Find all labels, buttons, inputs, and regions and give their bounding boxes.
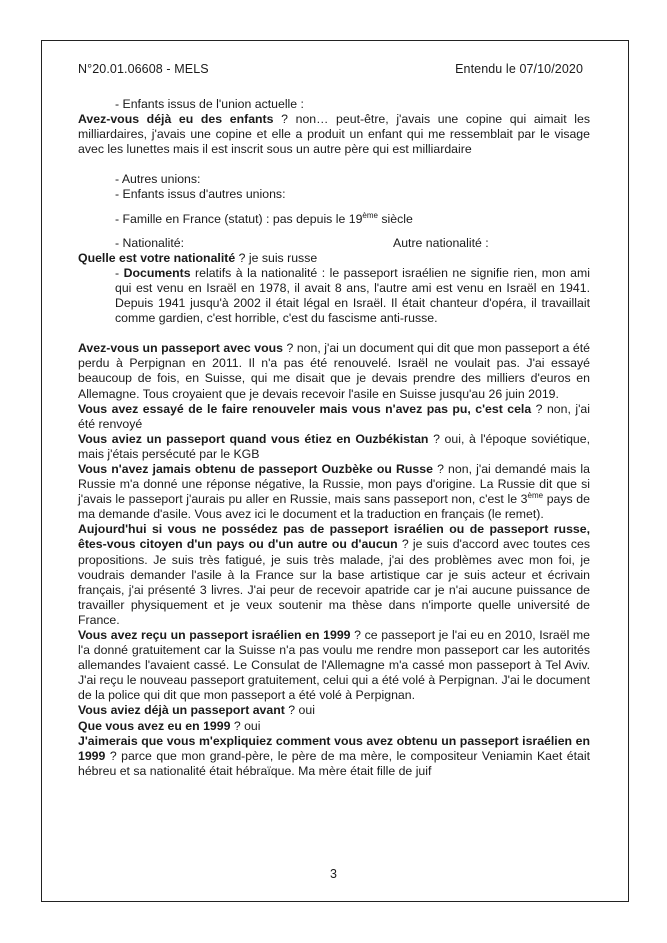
transcript-line (78, 719, 590, 734)
answer: ? je suis russe (235, 250, 318, 265)
transcript-body (78, 97, 590, 779)
transcript-line (78, 522, 590, 628)
answer: ? parce que mon grand-père, le père de ma mère, le compositeur Veniamin Kaet était hébreu et sa nationalité était hébraïque. Ma mère était fille de juif (78, 748, 590, 778)
question: Vous n'avez jamais obtenu de passeport Ouzbèke ou Russe (78, 461, 433, 476)
transcript-line: Vous n'avez jamais obtenu de passeport Ouzbèke ou Russe ? non, j'ai demandé mais la Russie m'a donné une réponse négative, la Russie, mon pays d'origine. La Russie dit que si j'avais le passeport j'aurais pu aller en Russie, mais sans passeport non, c'est le 3ème pays de ma demande d'asile. Vous avez ici le document et la traduction en français (le remet). (78, 461, 591, 522)
question: J'aimerais que vous m'expliquiez comment vous avez obtenu un passeport israélien en 1999 (78, 733, 590, 763)
transcript-line: - Enfants issus d'autres unions: (115, 187, 286, 202)
question: Que vous avez eu en 1999 (78, 718, 231, 733)
transcript-line (78, 251, 590, 266)
case-reference: N°20.01.06608 - MELS (78, 62, 209, 76)
question: Vous avez essayé de le faire renouveler mais vous n'avez pas pu, c'est cela (78, 401, 532, 416)
transcript-line: - Famille en France (statut) : pas depuis le 19ème siècle (115, 210, 413, 226)
answer: ? ce passeport je l'ai eu en 2010, Israël me l'a donné gratuitement car la Suisse n'a pas voulu me rendre mon passeport car les autorités allemandes l'avaient cassé. Le Consulat de l'Allemagne m'a cassé mon passeport à Tel Aviv. J'ai reçu le nouveau passeport gratuitement, celui qui a été volé à Perpignan. J'ai le document de la police qui dit que mon passeport a été volé à Perpignan. (78, 628, 591, 703)
transcript-line: - Documents relatifs à la nationalité : le passeport israélien ne signifie rien, mon ami qui est venu en Israël en 1978, il avait 8 ans, l'autre ami est venu en Israël en 1941. Depuis 1941 jusqu'à 2002 il était légal en Israël. Il était chanteur d'opéra, il travaillait comme gardien, c'est horrible, c'est du fascisme anti-russe. (115, 265, 590, 326)
transcript-line (78, 402, 590, 432)
answer: ? non, j'ai demandé mais la Russie m'a donné une réponse négative, la Russie, mon pays d'origine. La Russie dit que si j'avais le passeport j'aurais pu aller en Russie, mais sans passeport non, c'est le 3 (78, 461, 591, 507)
answer: ? je suis d'accord avec toutes ces propositions. Je suis très fatigué, je suis très malade, j'ai des problèmes avec mon foi, je voudrais demander l'asile à la France sur la base artistique car je suis acteur et écrivain français, j'ai présenté 3 livres. J'ai peur de recevoir apatride car je n'ai aucune puissance de travailler physiquement et je veux soutenir ma thèse dans n'importe quelle université de France. (78, 537, 590, 627)
question: Aujourd'hui si vous ne possédez pas de passeport israélien ou de passeport russe, êtes-vous citoyen d'un pays ou d'un autre ou d'aucun (78, 522, 590, 552)
answer: ? non, j'ai un document qui dit que mon passeport a été perdu à Perpignan en 2011. Il n'a pas été renouvelé. Israël ne voulait pas. J'ai essayé beaucoup de fois, en Suisse, qui me disait que je devais prendre des milliers d'euros en Allemagne. Tous croyaient que je devais recevoir l'asile en Suisse jusqu'au 26 juin 2019. (78, 341, 590, 401)
question: Vous aviez un passeport quand vous étiez en Ouzbékistan (78, 431, 429, 446)
transcript-line (78, 628, 590, 703)
transcript-line: - Enfants issus de l'union actuelle : (115, 97, 304, 111)
question: Vous avez reçu un passeport israélien en 1999 (78, 628, 351, 642)
answer: ? non… peut-être, j'avais une copine qui aimait les milliardaires, j'avais une copine et elle a produit un enfant qui me ressemblait par le visage avec les lunettes mais il est inscrit sous un autre père qui est milliardaire (78, 112, 590, 157)
transcript-line: - Autres unions: (115, 172, 201, 187)
answer: ? oui (284, 703, 315, 718)
hearing-date: Entendu le 07/10/2020 (455, 62, 583, 76)
question: Avez-vous déjà eu des enfants (78, 112, 274, 127)
answer: ? oui (230, 718, 261, 733)
page-number: 3 (330, 867, 337, 881)
transcript-line (78, 341, 590, 401)
question: Avez-vous un passeport avec vous (78, 341, 283, 356)
answer: ? non, j'ai été renvoyé (78, 401, 590, 431)
answer: ? oui, à l'époque soviétique, mais j'étais persécuté par le KGB (78, 431, 590, 461)
transcript-line (78, 112, 590, 157)
transcript-line (78, 432, 590, 462)
question: Vous aviez déjà un passeport avant (78, 703, 285, 718)
transcript-line (78, 703, 590, 718)
question: Quelle est votre nationalité (78, 250, 236, 265)
transcript-line (78, 734, 590, 779)
nationality-row: - Nationalité: Autre nationalité : (115, 235, 489, 250)
